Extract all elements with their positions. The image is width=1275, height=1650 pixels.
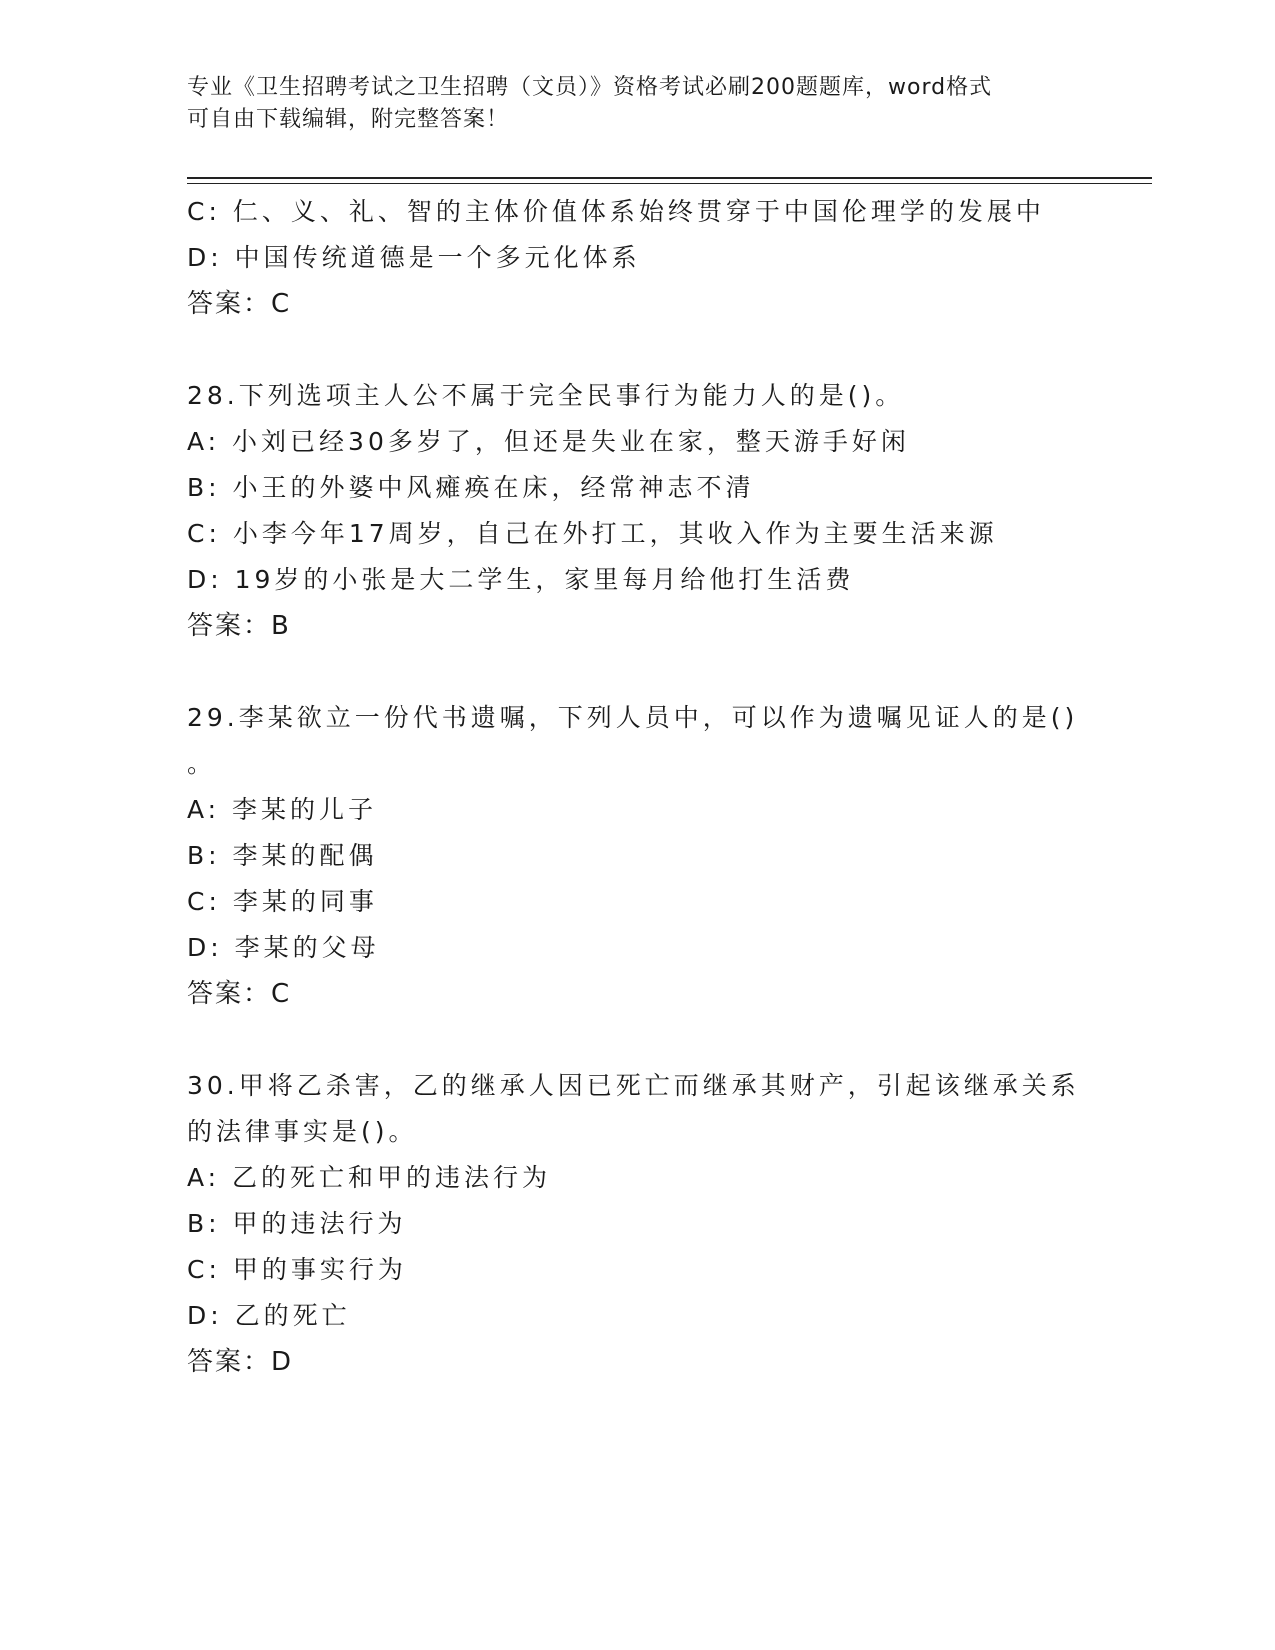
header-title-line-1: 专业《卫生招聘考试之卫生招聘（文员）》资格考试必刷200题题库，word格式 [187, 75, 993, 100]
option-b: B: 甲的违法行为 [187, 1209, 407, 1238]
option-a: A: 小刘已经30多岁了，但还是失业在家，整天游手好闲 [187, 427, 910, 456]
option-c: C: 李某的同事 [187, 887, 378, 916]
question-stem: 29.李某欲立一份代书遗嘱，下列人员中，可以作为遗嘱见证人的是() [187, 703, 1079, 732]
header-title-line-2: 可自由下载编辑，附完整答案！ [187, 107, 510, 132]
option-b: B: 小王的外婆中风瘫痪在床，经常神志不清 [187, 473, 755, 502]
answer-line: 答案：B [187, 611, 291, 641]
answer-line: 答案：C [187, 289, 292, 319]
spacer [187, 1017, 1087, 1063]
question-block-30 [187, 1063, 1087, 1385]
question-stem: 30.甲将乙杀害，乙的继承人因已死亡而继承其财产，引起该继承关系 [187, 1071, 1080, 1100]
question-stem-continued: 。 [187, 749, 217, 778]
option-d: D: 19岁的小张是大二学生，家里每月给他打生活费 [187, 565, 855, 594]
document-header [187, 72, 1087, 136]
question-block-29 [187, 695, 1087, 1017]
header-divider-thin [187, 183, 1152, 184]
option-c: C: 甲的事实行为 [187, 1255, 407, 1284]
option-d: D: 李某的父母 [187, 933, 380, 962]
spacer [187, 649, 1087, 695]
question-stem-continued: 的法律事实是()。 [187, 1117, 418, 1146]
answer-line: 答案：D [187, 1347, 294, 1377]
option-d: D: 中国传统道德是一个多元化体系 [187, 243, 641, 272]
option-c: C: 小李今年17周岁，自己在外打工，其收入作为主要生活来源 [187, 519, 998, 548]
spacer [187, 327, 1087, 373]
question-list [187, 189, 1087, 1385]
option-d: D: 乙的死亡 [187, 1301, 351, 1330]
option-b: B: 李某的配偶 [187, 841, 378, 870]
question-block-28 [187, 373, 1087, 649]
question-stem: 28.下列选项主人公不属于完全民事行为能力人的是()。 [187, 381, 905, 410]
answer-line: 答案：C [187, 979, 292, 1009]
header-divider-thick [187, 177, 1152, 179]
option-a: A: 乙的死亡和甲的违法行为 [187, 1163, 552, 1192]
question-block-27 [187, 189, 1087, 327]
option-c: C: 仁、义、礼、智的主体价值体系始终贯穿于中国伦理学的发展中 [187, 197, 1045, 226]
option-a: A: 李某的儿子 [187, 795, 378, 824]
